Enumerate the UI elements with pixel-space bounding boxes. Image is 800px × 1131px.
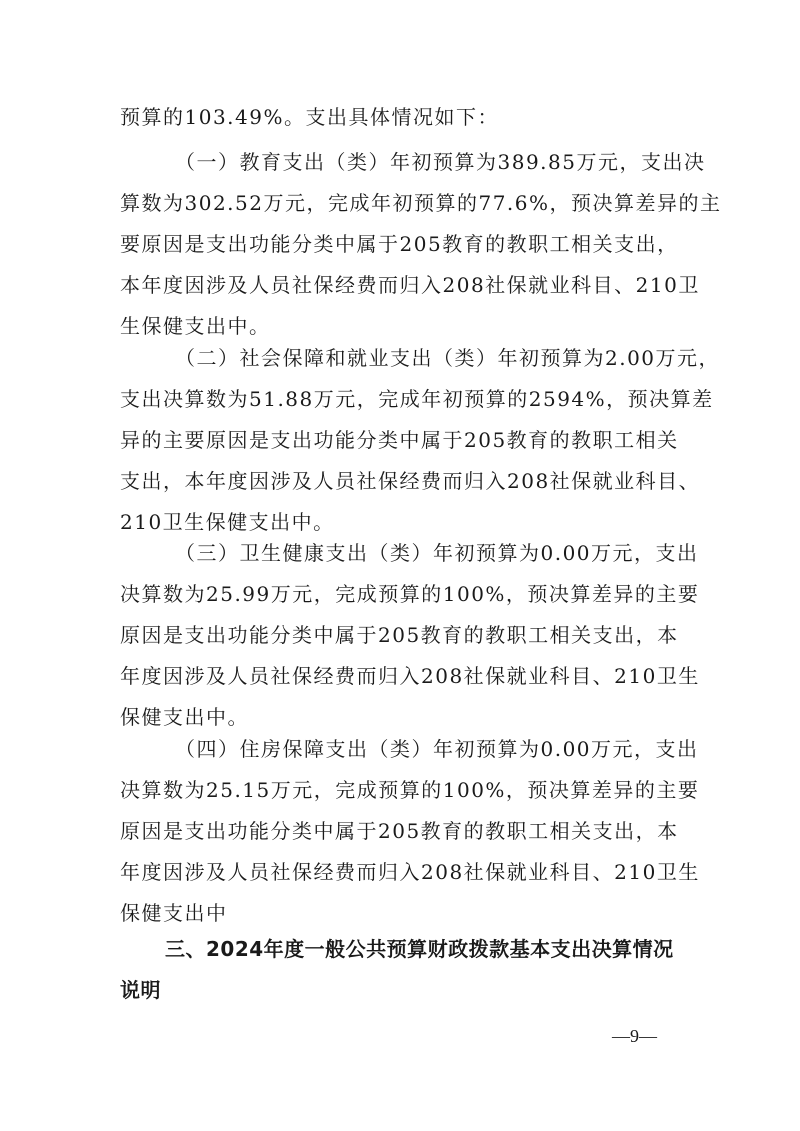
body-line: 原因是支出功能分类中属于205教育的教职工相关支出，本 [120,819,679,843]
body-line: 本年度因涉及人员社保经费而归入208社保就业科目、210卫 [120,273,700,297]
body-line: 年度因涉及人员社保经费而归入208社保就业科目、210卫生 [120,664,700,688]
body-line: 210卫生保健支出中。 [120,510,335,534]
body-line: 支出决算数为51.88万元，完成年初预算的2594%，预决算差 [120,387,714,411]
body-line: 算数为302.52万元，完成年初预算的77.6%，预决算差异的主 [120,191,722,215]
body-line: 保健支出中 [120,901,228,925]
section-heading: 三、2024年度一般公共预算财政拨款基本支出决算情况 [165,937,674,961]
paragraph-education-line: （一）教育支出（类）年初预算为389.85万元，支出决 [175,150,706,174]
body-line: 决算数为25.15万元，完成预算的100%，预决算差异的主要 [120,778,700,802]
body-line: 年度因涉及人员社保经费而归入208社保就业科目、210卫生 [120,860,700,884]
body-line: 原因是支出功能分类中属于205教育的教职工相关支出，本 [120,623,679,647]
page-number: —9— [612,1026,657,1046]
body-line: 决算数为25.99万元，完成预算的100%，预决算差异的主要 [120,582,700,606]
body-line: 支出，本年度因涉及人员社保经费而归入208社保就业科目、 [120,469,701,493]
body-line: 预算的103.49%。支出具体情况如下： [120,105,499,129]
paragraph-housing-line: （四）住房保障支出（类）年初预算为0.00万元，支出 [175,737,699,761]
body-line: 异的主要原因是支出功能分类中属于205教育的教职工相关 [120,428,679,452]
body-line: 要原因是支出功能分类中属于205教育的教职工相关支出， [120,232,679,256]
paragraph-health-line: （三）卫生健康支出（类）年初预算为0.00万元，支出 [175,541,699,565]
paragraph-social-security-line: （二）社会保障和就业支出（类）年初预算为2.00万元， [175,346,721,370]
body-line: 生保健支出中。 [120,314,271,338]
body-line: 保健支出中。 [120,705,249,729]
section-heading-continuation: 说明 [120,978,161,1002]
